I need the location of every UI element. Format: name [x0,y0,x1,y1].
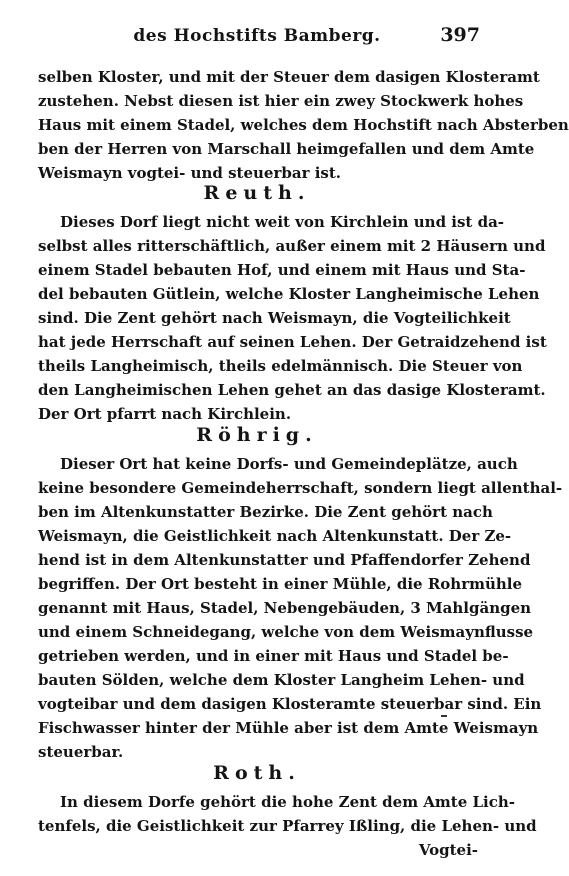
text-line: zustehen. Nebst diesen ist hier ein zwey Stockwerk hohes [38,92,524,110]
section-heading: Roth. [213,762,301,784]
text-line: del bebauten Gütlein, welche Kloster Langheimische Lehen [38,285,540,303]
text-line: bauten Sölden, welche dem Kloster Langheim Lehen- und [38,671,525,689]
section-heading: Röhrig. [196,424,318,446]
text-line: keine besondere Gemeindeherrschaft, sondern liegt allenthal- [38,479,563,497]
text-line: theils Langheimisch, theils edelmännisch. Die Steuer von [38,357,523,375]
page-number: 397 [440,24,480,46]
text-line: ben im Altenkunstatter Bezirke. Die Zent gehört nach [38,503,493,521]
print-mark [441,715,447,717]
text-line: und einem Schneidegang, welche von dem Weismaynflusse [38,623,534,641]
text-line: begriffen. Der Ort besteht in einer Mühle, die Rohrmühle [38,575,523,593]
text-line: einem Stadel bebauten Hof, und einem mit Haus und Sta- [38,261,526,279]
text-line: sind. Die Zent gehört nach Weismayn, die Vogteilichkeit [38,309,511,327]
text-line: Fischwasser hinter der Mühle aber ist dem Amte Weismayn [38,719,539,737]
text-line: ben der Herren von Marschall heimgefallen und dem Amte [38,140,535,158]
text-line: selbst alles ritterschäftlich, außer einem mit 2 Häusern und [38,237,546,255]
text-line: selben Kloster, und mit der Steuer dem dasigen Klosteramt [38,68,540,86]
catchword: Vogtei- [418,841,478,859]
text-line: In diesem Dorfe gehört die hohe Zent dem Amte Lich- [60,793,516,811]
text-line: vogteibar und dem dasigen Klosteramte steuerbar sind. Ein [38,695,542,713]
text-line: hend ist in dem Altenkunstatter und Pfaffendorfer Zehend [38,551,531,569]
text-line: Weismayn vogtei- und steuerbar ist. [38,164,341,182]
section-heading: Reuth. [203,182,311,204]
text-line: Der Ort pfarrt nach Kirchlein. [38,405,292,423]
text-line: getrieben werden, und in einer mit Haus und Stadel be- [38,647,509,665]
text-line: Weismayn, die Geistlichkeit nach Altenkunstatt. Der Ze- [38,527,512,545]
text-line: Haus mit einem Stadel, welches dem Hochstift nach Absterben [38,116,569,134]
text-line: tenfels, die Geistlichkeit zur Pfarrey Ißling, die Lehen- und [38,817,537,835]
running-header: des Hochstifts Bamberg. [133,26,381,46]
text-line: steuerbar. [38,743,124,761]
text-line: Dieser Ort hat keine Dorfs- und Gemeindeplätze, auch [60,455,518,473]
text-line: genannt mit Haus, Stadel, Nebengebäuden, 3 Mahlgängen [38,599,532,617]
text-line: den Langheimischen Lehen gehet an das dasige Klosteramt. [38,381,546,399]
text-line: Dieses Dorf liegt nicht weit von Kirchlein und ist da- [60,213,505,231]
text-line: hat jede Herrschaft auf seinen Lehen. Der Getraidzehend ist [38,333,547,351]
